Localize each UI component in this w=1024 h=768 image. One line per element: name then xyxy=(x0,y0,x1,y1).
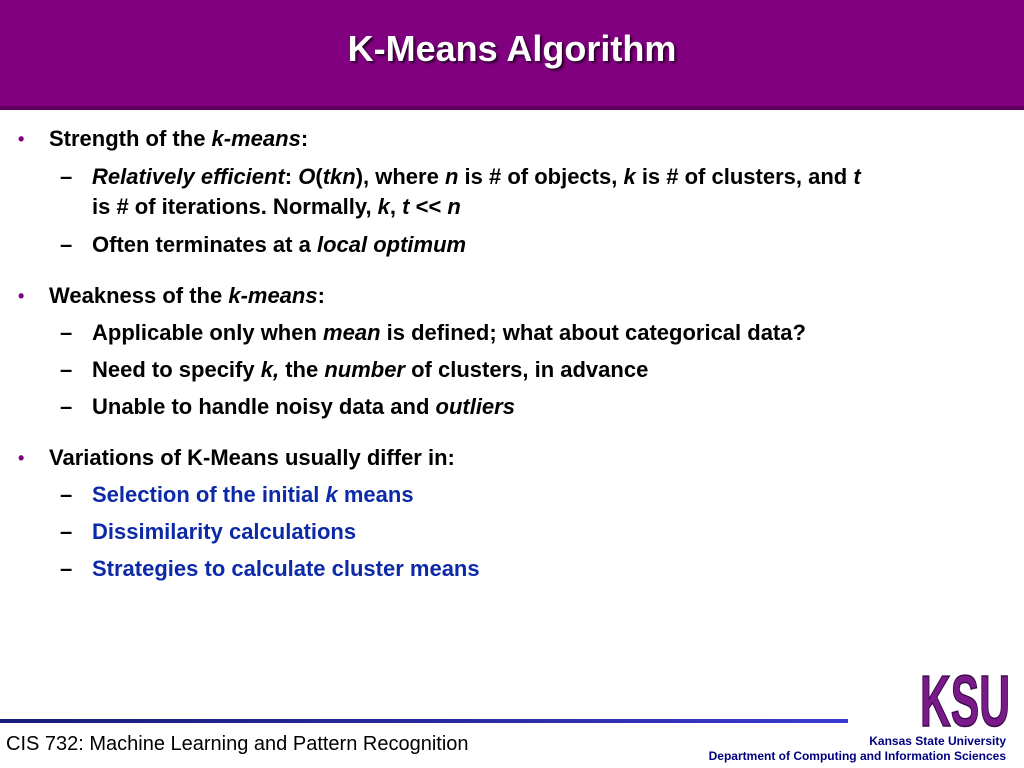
sub-strategies-text: Strategies to calculate cluster means xyxy=(92,556,480,581)
sub-efficient-line1: Relatively efficient: O(tkn), where n is # of objects, k is # of clusters, and t xyxy=(92,164,861,189)
sub-efficient-line2: is # of iterations. Normally, k, t << n xyxy=(92,194,461,219)
sub-specify-k-text: Need to specify k, the number of clusters, in advance xyxy=(92,357,649,382)
sub-dissimilarity-text: Dissimilarity calculations xyxy=(92,519,357,544)
department-name: Department of Computing and Information Sciences xyxy=(708,749,1006,763)
dash-marker: – xyxy=(60,556,73,581)
sub-local-optimum-text: Often terminates at a local optimum xyxy=(92,232,467,257)
bullet-strength-text: Strength of the k-means: xyxy=(49,126,309,151)
bullet-variations-text: Variations of K-Means usually differ in: xyxy=(49,445,455,470)
dash-marker: – xyxy=(60,482,73,507)
course-title: CIS 732: Machine Learning and Pattern Recognition xyxy=(6,733,469,755)
bullet-marker: • xyxy=(18,129,25,149)
dash-marker: – xyxy=(60,164,73,189)
dash-marker: – xyxy=(60,357,73,382)
dash-marker: – xyxy=(60,394,73,419)
ksu-logo xyxy=(918,664,1012,734)
sub-initial-means-text: Selection of the initial k means xyxy=(92,482,414,507)
slide-title: K-Means Algorithm xyxy=(347,28,677,69)
dash-marker: – xyxy=(60,519,73,544)
footer-rule xyxy=(0,719,848,723)
bullet-weakness-text: Weakness of the k-means: xyxy=(49,283,325,308)
dash-marker: – xyxy=(60,320,73,345)
university-name: Kansas State University xyxy=(869,734,1006,748)
dash-marker: – xyxy=(60,232,73,257)
bullet-marker: • xyxy=(18,448,25,468)
title-bar xyxy=(0,0,1024,110)
svg-text:KSU: KSU xyxy=(920,664,1010,734)
title-bar-shadow xyxy=(0,106,1024,110)
bullet-marker: • xyxy=(18,286,25,306)
sub-applicable-text: Applicable only when mean is defined; what about categorical data? xyxy=(92,320,806,345)
sub-noisy-data-text: Unable to handle noisy data and outliers xyxy=(92,394,515,419)
